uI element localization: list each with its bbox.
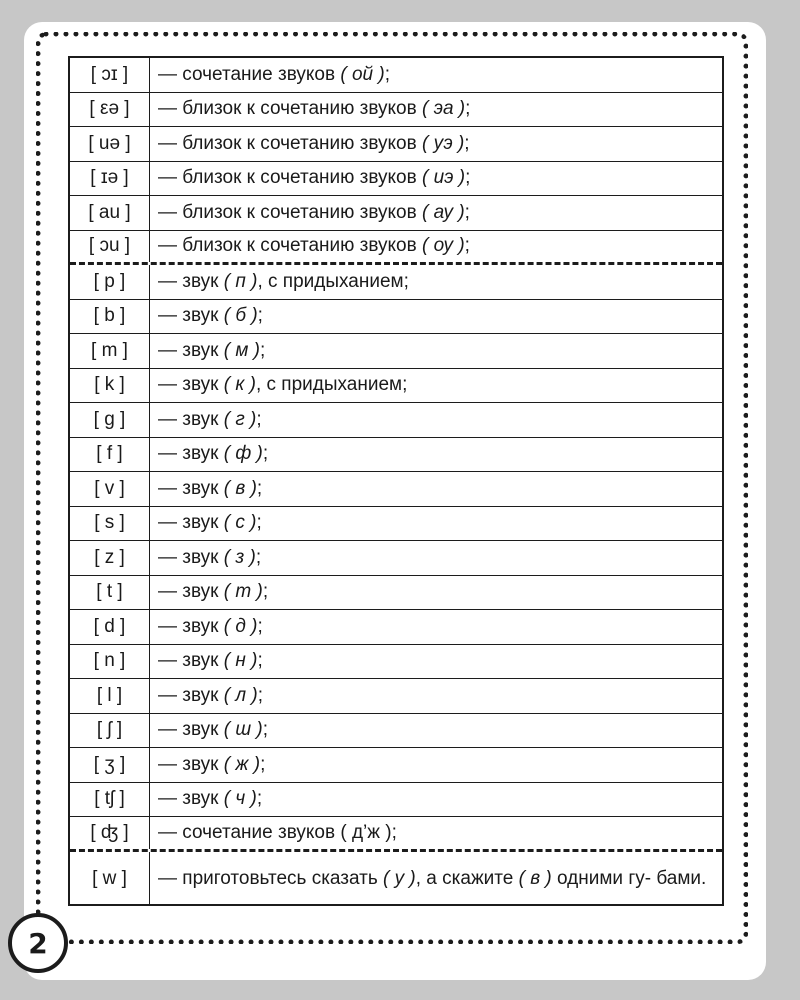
phonetic-symbol: [ p ] <box>70 265 150 299</box>
russian-sound-hint: ( в ) <box>518 867 552 889</box>
sound-description <box>150 334 722 368</box>
russian-sound-hint: ( д ) <box>223 615 258 637</box>
description-fragment: — звук <box>158 305 224 327</box>
description-text <box>158 822 397 844</box>
sound-description <box>150 679 722 713</box>
russian-sound-hint: ( з ) <box>223 546 256 568</box>
phonetic-symbol: [ ʃ ] <box>70 714 150 748</box>
russian-sound-hint: ( б ) <box>223 305 258 327</box>
sound-description <box>150 507 722 541</box>
phonetic-symbol: [ k ] <box>70 369 150 403</box>
description-fragment: ; <box>262 443 269 465</box>
table-row <box>70 93 722 128</box>
description-text <box>158 64 390 86</box>
description-fragment: — звук <box>158 512 224 534</box>
description-fragment: ; <box>257 305 263 327</box>
description-fragment: , с придыханием; <box>257 270 409 292</box>
phonetic-table <box>68 56 724 906</box>
description-text <box>158 788 262 810</box>
description-fragment: — звук <box>158 374 224 396</box>
description-text <box>158 235 470 257</box>
description-fragment: ; <box>465 167 471 189</box>
table-row <box>70 196 722 231</box>
table-row <box>70 576 722 611</box>
description-text <box>158 685 263 707</box>
phonetic-symbol: [ n ] <box>70 645 150 679</box>
phonetic-symbol: [ v ] <box>70 472 150 506</box>
table-row <box>70 438 722 473</box>
phonetic-symbol: [ ʤ ] <box>70 817 150 849</box>
description-fragment: ; <box>465 98 471 120</box>
phonetic-symbol: [ t ] <box>70 576 150 610</box>
description-fragment: ; <box>256 408 262 430</box>
russian-sound-hint: ( н ) <box>223 650 258 672</box>
description-fragment: — звук <box>158 753 224 775</box>
russian-sound-hint: ( п ) <box>223 270 258 292</box>
sound-description <box>150 852 722 906</box>
description-text <box>158 868 706 890</box>
description-fragment: ; <box>256 512 262 534</box>
sound-description <box>150 403 722 437</box>
phonetic-symbol: [ w ] <box>70 852 150 906</box>
description-fragment: — звук <box>158 477 224 499</box>
description-fragment: ; <box>255 546 262 568</box>
description-fragment: — сочетание звуков ( д’ж ); <box>158 821 397 843</box>
sound-description <box>150 817 722 849</box>
table-row <box>70 265 722 300</box>
description-fragment: ; <box>256 788 263 810</box>
table-row <box>70 507 722 542</box>
table-row <box>70 58 722 93</box>
description-text <box>158 650 263 672</box>
russian-sound-hint: ( м ) <box>223 339 261 361</box>
sound-description <box>150 93 722 127</box>
russian-sound-hint: ( ч ) <box>223 788 257 810</box>
description-fragment: ; <box>257 615 263 637</box>
description-fragment: ; <box>260 339 266 361</box>
description-text <box>158 512 262 534</box>
description-fragment: , с придыханием; <box>255 374 408 396</box>
phonetic-symbol: [ b ] <box>70 300 150 334</box>
phonetic-symbol: [ ɔɪ ] <box>70 58 150 92</box>
description-text <box>158 719 268 741</box>
phonetic-symbol: [ m ] <box>70 334 150 368</box>
russian-sound-hint: ( оу ) <box>422 235 465 257</box>
description-fragment: — звук <box>158 650 224 672</box>
phonetic-symbol: [ g ] <box>70 403 150 437</box>
page-number: 2 <box>8 913 68 973</box>
russian-sound-hint: ( т ) <box>223 581 263 603</box>
description-fragment: — близок к сочетанию звуков <box>158 235 422 257</box>
description-fragment: — звук <box>158 719 224 741</box>
table-row <box>70 817 722 852</box>
description-text <box>158 443 268 465</box>
description-fragment: — близок к сочетанию звуков <box>158 167 422 189</box>
description-text <box>158 581 268 603</box>
russian-sound-hint: ( в ) <box>223 477 257 499</box>
description-fragment: — звук <box>158 339 224 361</box>
description-text <box>158 271 409 293</box>
description-fragment: , а скажите <box>415 867 519 889</box>
table-row <box>70 127 722 162</box>
table-row <box>70 852 722 906</box>
description-fragment: — звук <box>158 788 224 810</box>
table-row <box>70 369 722 404</box>
russian-sound-hint: ( с ) <box>223 512 257 534</box>
sound-description <box>150 714 722 748</box>
description-fragment: — близок к сочетанию звуков <box>158 98 422 120</box>
description-text <box>158 754 265 776</box>
description-text <box>158 340 265 362</box>
russian-sound-hint: ( к ) <box>223 374 256 396</box>
description-fragment: ; <box>464 201 470 223</box>
table-row <box>70 610 722 645</box>
description-text <box>158 374 407 396</box>
russian-sound-hint: ( иэ ) <box>422 167 466 189</box>
description-fragment: — звук <box>158 615 224 637</box>
sound-description <box>150 265 722 299</box>
phonetic-symbol: [ uə ] <box>70 127 150 161</box>
sound-description <box>150 748 722 782</box>
sound-description <box>150 541 722 575</box>
sound-description <box>150 783 722 817</box>
description-text <box>158 202 470 224</box>
description-text <box>158 133 470 155</box>
table-row <box>70 645 722 680</box>
sound-description <box>150 300 722 334</box>
description-text <box>158 547 261 569</box>
russian-sound-hint: ( ф ) <box>223 443 263 465</box>
description-text <box>158 167 470 189</box>
table-row <box>70 714 722 749</box>
sound-description <box>150 231 722 263</box>
sound-description <box>150 472 722 506</box>
table-row <box>70 541 722 576</box>
table-row <box>70 231 722 266</box>
description-fragment: — приготовьтесь сказать <box>158 867 384 889</box>
sound-description <box>150 127 722 161</box>
description-fragment: ; <box>464 132 470 154</box>
phonetic-symbol: [ ɔu ] <box>70 231 150 263</box>
description-fragment: ; <box>260 753 266 775</box>
table-row <box>70 334 722 369</box>
russian-sound-hint: ( у ) <box>383 867 416 889</box>
phonetic-symbol: [ l ] <box>70 679 150 713</box>
phonetic-symbol: [ εə ] <box>70 93 150 127</box>
sound-description <box>150 576 722 610</box>
table-row <box>70 472 722 507</box>
description-fragment: ; <box>262 581 269 603</box>
phonetic-symbol: [ ɪə ] <box>70 162 150 196</box>
russian-sound-hint: ( ой ) <box>340 63 385 85</box>
russian-sound-hint: ( г ) <box>223 408 257 430</box>
description-fragment: ; <box>257 684 263 706</box>
phonetic-symbol: [ d ] <box>70 610 150 644</box>
description-fragment: — звук <box>158 408 224 430</box>
russian-sound-hint: ( эа ) <box>422 98 466 120</box>
description-fragment: — близок к сочетанию звуков <box>158 132 422 154</box>
sound-description <box>150 438 722 472</box>
phonetic-symbol: [ z ] <box>70 541 150 575</box>
phonetic-symbol: [ au ] <box>70 196 150 230</box>
phonetic-symbol: [ s ] <box>70 507 150 541</box>
phonetic-symbol: [ tʃ ] <box>70 783 150 817</box>
description-fragment: — близок к сочетанию звуков <box>158 201 422 223</box>
description-fragment: — звук <box>158 546 224 568</box>
sound-description <box>150 196 722 230</box>
description-fragment: ; <box>262 719 269 741</box>
russian-sound-hint: ( ау ) <box>422 201 465 223</box>
phonetic-symbol: [ ʒ ] <box>70 748 150 782</box>
russian-sound-hint: ( л ) <box>223 684 258 706</box>
description-text <box>158 409 262 431</box>
sound-description <box>150 58 722 92</box>
description-fragment: ; <box>464 235 470 257</box>
description-fragment: ; <box>257 650 263 672</box>
russian-sound-hint: ( ш ) <box>223 719 263 741</box>
table-row <box>70 403 722 438</box>
sound-description <box>150 645 722 679</box>
table-row <box>70 783 722 818</box>
sound-description <box>150 162 722 196</box>
description-text <box>158 616 263 638</box>
description-text <box>158 478 262 500</box>
table-row <box>70 679 722 714</box>
description-fragment: — звук <box>158 270 224 292</box>
table-row <box>70 162 722 197</box>
description-text <box>158 98 470 120</box>
description-fragment: одними гу- бами. <box>551 867 707 889</box>
description-fragment: — сочетание звуков <box>158 63 341 85</box>
phonetic-symbol: [ f ] <box>70 438 150 472</box>
table-row <box>70 300 722 335</box>
description-fragment: — звук <box>158 684 224 706</box>
description-fragment: — звук <box>158 581 224 603</box>
description-fragment: ; <box>256 477 263 499</box>
sound-description <box>150 610 722 644</box>
sound-description <box>150 369 722 403</box>
description-fragment: ; <box>384 63 390 85</box>
description-text <box>158 305 263 327</box>
russian-sound-hint: ( ж ) <box>223 753 261 775</box>
russian-sound-hint: ( уэ ) <box>422 132 465 154</box>
table-row <box>70 748 722 783</box>
description-fragment: — звук <box>158 443 224 465</box>
